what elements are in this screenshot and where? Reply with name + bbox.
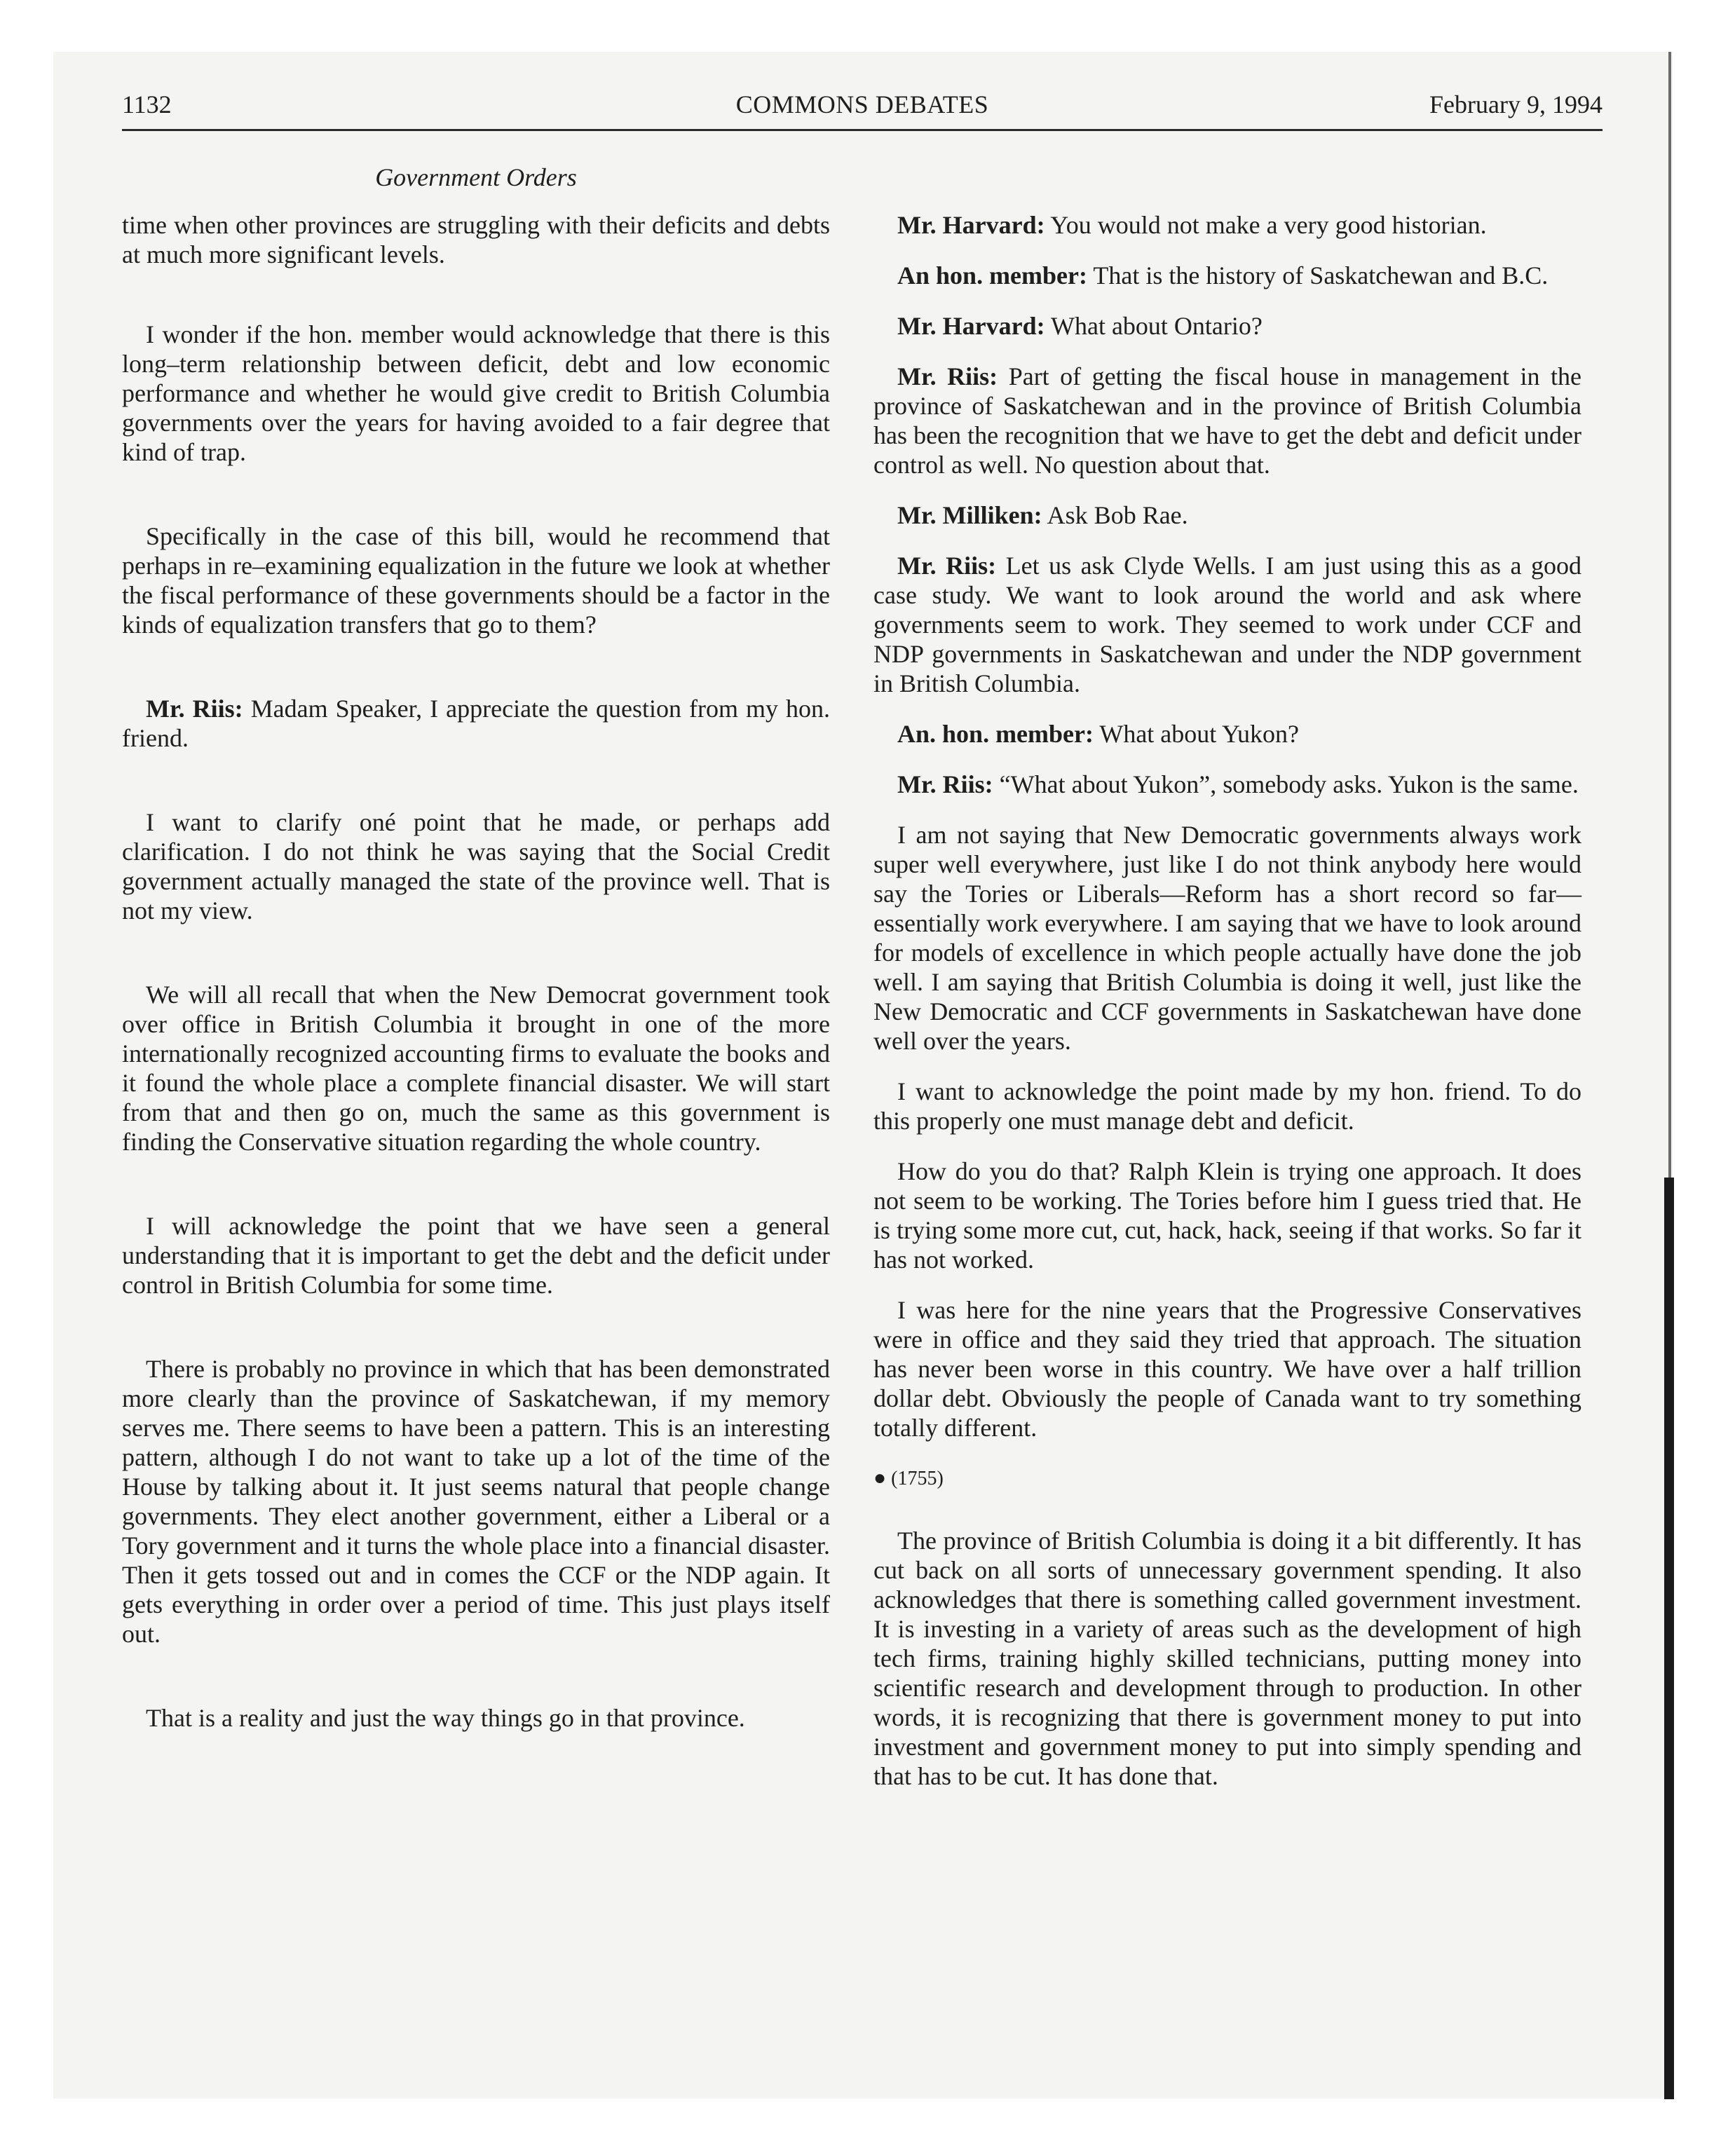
time-marker xyxy=(873,1464,1581,1494)
paragraph xyxy=(873,311,1581,341)
paragraph-text: What about Yukon? xyxy=(1099,720,1299,748)
header-rule xyxy=(122,129,1603,131)
paragraph-text: There is probably no province in which that has been demonstrated more clearly than the province of Saskatchewan, if my memory serves me. There seems to have been a pattern. This is an interesting pattern, although I do not want to take up a lot of the time of the House by talking about it. It just seems natural that people change governments. They elect another government, either a Liberal or a Tory government and it turns the whole place into a financial disaster. Then it gets tossed out and in comes the CCF or the NDP again. It gets everything in order over a period of time. This just plays itself out. xyxy=(122,1355,830,1648)
paragraph xyxy=(122,807,830,925)
paragraph-text: That is the history of Saskatchewan and B.C. xyxy=(1093,261,1549,289)
paragraph xyxy=(122,694,830,753)
paragraph xyxy=(873,820,1581,1056)
paragraph xyxy=(873,1295,1581,1442)
speaker-name: Mr. Riis: xyxy=(146,695,243,723)
right-column xyxy=(873,210,1581,1812)
paragraph xyxy=(122,1354,830,1649)
paragraph xyxy=(873,210,1581,240)
speaker-name: Mr. Milliken: xyxy=(897,501,1042,529)
paragraph-text: I want to acknowledge the point made by my hon. friend. To do this properly one must manage debt and deficit. xyxy=(873,1077,1581,1135)
paragraph xyxy=(873,1157,1581,1274)
speaker-name: Mr. Harvard: xyxy=(897,312,1045,340)
paragraph-text: The province of British Columbia is doing it a bit differently. It has cut back on all sorts of unnecessary government spending. It also acknowledges that there is something called government investment. It is investing in a variety of areas such as the development of high tech firms, training highly skilled technicians, putting money into scientific research and development through to production. In other words, it is recognizing that there is government money to put into investment and government money to put into simply spending and that has to be cut. It has done that. xyxy=(873,1527,1581,1790)
paragraph xyxy=(122,521,830,639)
speaker-name: Mr. Harvard: xyxy=(897,211,1045,239)
speaker-name: Mr. Riis: xyxy=(897,362,998,390)
paragraph xyxy=(122,980,830,1157)
paragraph xyxy=(873,500,1581,530)
left-column xyxy=(122,210,830,1787)
paragraph-text: Part of getting the fiscal house in management in the province of Saskatchewan and in the province of British Columbia has been the recognition that we have to get the debt and deficit under control as well. No question about that. xyxy=(873,362,1582,479)
page-edge-shadow xyxy=(1668,52,1671,1178)
paragraph xyxy=(122,210,830,269)
paragraph-text: time when other provinces are struggling with their deficits and debts at much more significant levels. xyxy=(122,211,830,268)
paragraph xyxy=(873,362,1581,479)
paragraph xyxy=(873,719,1581,749)
publication-date: February 9, 1994 xyxy=(1429,90,1603,118)
paragraph-text: I am not saying that New Democratic governments always work super well everywhere, just like I do not think anybody here would say the Tories or Liberals—Reform has a short record so far—essentially work everywhere. I am saying that we have to look around for models of excellence in which people actually have done the job well. I am saying that British Columbia is doing it well, just like the New Democratic and CCF governments in Saskatchewan have done well over the years. xyxy=(873,821,1581,1055)
paragraph xyxy=(122,1703,830,1733)
paragraph xyxy=(873,770,1581,799)
paragraph-text: Let us ask Clyde Wells. I am just using this as a good case study. We want to look around the world and ask where governments seem to work. They seemed to work under CCF and NDP governments in Saskatchewan and under the NDP government in British Columbia. xyxy=(873,552,1582,697)
paragraph xyxy=(873,1526,1581,1791)
paragraph-text: How do you do that? Ralph Klein is trying one approach. It does not seem to be working. The Tories before him I guess tried that. He is trying some more cut, cut, hack, hack, seeing if that works. So far it has not worked. xyxy=(873,1157,1581,1274)
running-header xyxy=(122,90,1603,132)
paragraph-text: What about Ontario? xyxy=(1050,312,1263,340)
paragraph xyxy=(873,261,1581,290)
bullet-icon: ● xyxy=(873,1466,887,1489)
paragraph xyxy=(873,1077,1581,1135)
speaker-name: An. hon. member: xyxy=(897,720,1094,748)
section-title: Government Orders xyxy=(375,163,577,191)
paragraph-text: I was here for the nine years that the Progressive Conservatives were in office and they said they tried that approach. The situation has never been worse in this country. We have over a half trillion dollar debt. Obviously the people of Canada want to try something totally different. xyxy=(873,1296,1581,1442)
paragraph-text: I will acknowledge the point that we have seen a general understanding that it is important to get the debt and the deficit under control in British Columbia for some time. xyxy=(122,1212,830,1299)
paragraph-text: I wonder if the hon. member would acknowledge that there is this long–term relationship between deficit, debt and low economic performance and whether he would give credit to British Columbia governments over the years for having avoided to a fair degree that kind of trap. xyxy=(122,320,830,466)
paragraph-text: Specifically in the case of this bill, would he recommend that perhaps in re–examining equalization in the future we look at whether the fiscal performance of these governments should be a factor in the kinds of equalization transfers that go to them? xyxy=(122,522,830,639)
paragraph-text: You would not make a very good historian. xyxy=(1050,211,1487,239)
page-number: 1132 xyxy=(122,90,172,118)
paragraph-text: “What about Yukon”, somebody asks. Yukon is the same. xyxy=(999,770,1579,798)
time-marker-label: (1755) xyxy=(891,1468,944,1489)
paragraph xyxy=(873,551,1581,698)
page-edge-dark xyxy=(1664,1178,1674,2099)
paragraph-text: We will all recall that when the New Democrat government took over office in British Columbia it brought in one of the more internationally recognized accounting firms to evaluate the books and it found the whole place a complete financial disaster. We will start from that and then go on, much the same as this government is finding the Conservative situation regarding the whole country. xyxy=(122,981,830,1156)
speaker-name: Mr. Riis: xyxy=(897,770,993,798)
paragraph-text: Madam Speaker, I appreciate the question from my hon. friend. xyxy=(122,695,830,752)
paragraph-text: That is a reality and just the way things go in that province. xyxy=(146,1704,745,1732)
paragraph xyxy=(122,1211,830,1299)
paragraph xyxy=(122,320,830,467)
speaker-name: Mr. Riis: xyxy=(897,552,997,580)
paragraph-text: I want to clarify oné point that he made, or perhaps add clarification. I do not think he was saying that the Social Credit government actually managed the state of the province well. That is not my view. xyxy=(122,808,830,925)
speaker-name: An hon. member: xyxy=(897,261,1087,289)
publication-title: COMMONS DEBATES xyxy=(735,90,989,118)
paragraph-text: Ask Bob Rae. xyxy=(1047,501,1188,529)
